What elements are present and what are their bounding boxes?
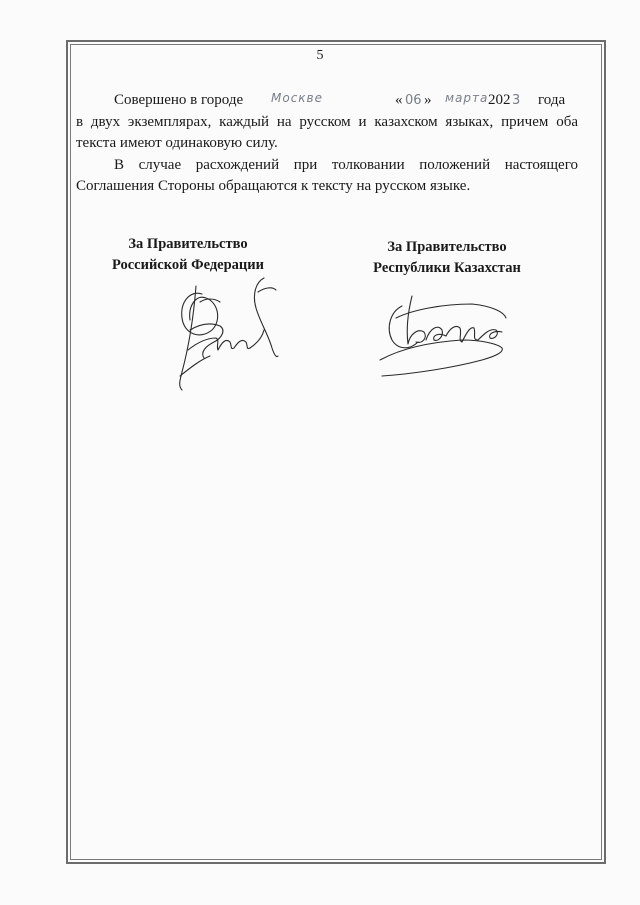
page-number: 5: [316, 48, 324, 63]
signatory-russia-line2: Российской Федерации: [111, 257, 264, 273]
signatory-kazakhstan-title: [347, 237, 547, 279]
day-close-quote: »: [424, 92, 432, 108]
signatory-russia-line1: За Правительство: [128, 236, 248, 252]
signature-russia: [160, 272, 290, 400]
handwritten-year-digit: 3: [512, 93, 521, 108]
signature-kazakhstan: [372, 282, 522, 392]
handwritten-day: 06: [405, 93, 422, 108]
discrepancy-line-2: Соглашения Стороны обращаются к тексту на русском языке.: [76, 178, 471, 194]
handwritten-month: марта: [445, 91, 489, 105]
closing-line-2: в двух экземплярах, каждый на русском и казахском языках, причем оба: [76, 114, 578, 130]
year-printed: 202: [488, 92, 511, 108]
handwritten-city: Москве: [271, 91, 323, 105]
year-suffix: года: [538, 92, 566, 108]
done-in-city-label: Совершено в городе: [114, 92, 244, 108]
signatory-russia-title: [88, 234, 288, 276]
signatory-kazakhstan-line2: Республики Казахстан: [373, 260, 521, 276]
closing-line-3: текста имеют одинаковую силу.: [76, 135, 278, 151]
signatory-kazakhstan-line1: За Правительство: [387, 239, 507, 255]
discrepancy-line-1: В случае расхождений при толковании положений настоящего: [114, 157, 578, 173]
day-open-quote: «: [395, 92, 403, 108]
